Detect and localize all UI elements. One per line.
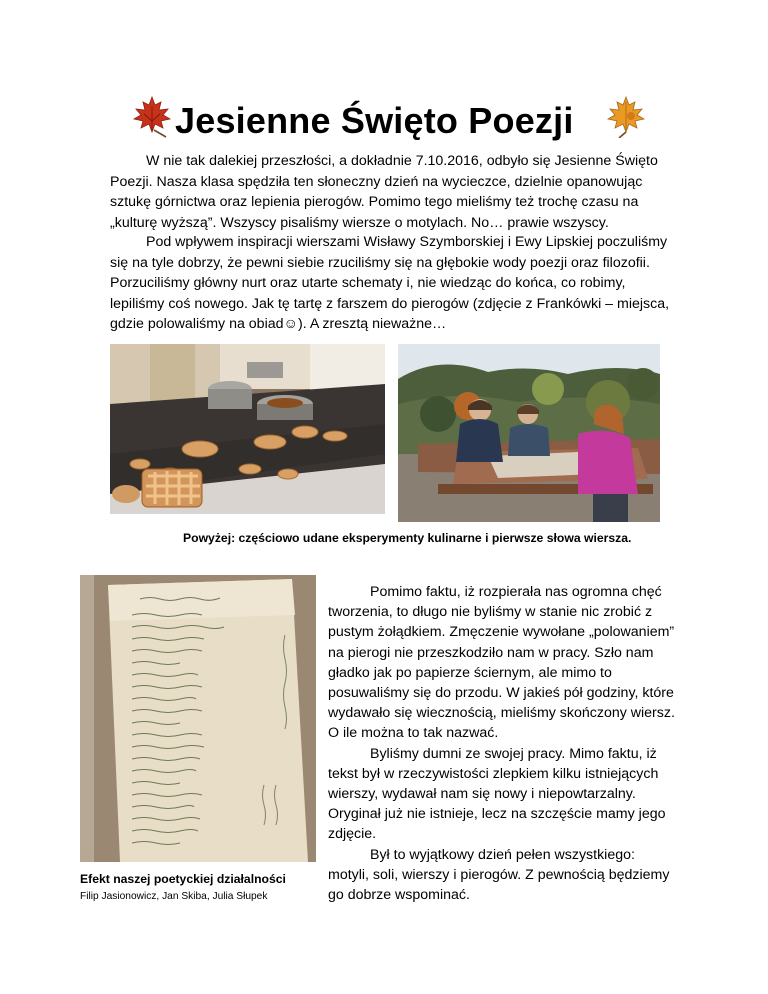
- maple-leaf-icon: [130, 94, 174, 138]
- authors: Filip Jasionowicz, Jan Skiba, Julia Słupek: [80, 891, 268, 902]
- photo-picnic: [398, 344, 660, 522]
- intro-text-1: W nie tak dalekiej przeszłości, a dokładnie 7.10.2016, odbyło się Jesienne Święto Poezji. Nasza klasa spędziła ten słoneczny dzień na wycieczce, dzielnie opanowując sztukę górnictwa oraz lepienia pierogów. Pomimo tego mieliśmy też trochę czasu na „kulturę wyższą”. Wszyscy pisaliśmy wiersze o motylach. No… prawie wszyscy.: [110, 153, 658, 231]
- story-text: [328, 582, 676, 905]
- story-paragraph-2: Byliśmy dumni ze swojej pracy. Mimo faktu, iż tekst był w rzeczywistości zlepkiem kilku istniejących wierszy, wydawał nam się nowy i niepowtarzalny. Oryginał już nie istnieje, lecz na szczęście mamy jego zdjęcie.: [328, 745, 666, 843]
- photo-cooking: [110, 344, 385, 514]
- story-paragraph-3: Był to wyjątkowy dzień pełen wszystkiego: motyli, soli, wierszy i pierogów. Z pewnością będziemy go dobrze wspominać.: [328, 846, 670, 904]
- photo-caption-top: Powyżej: częściowo udane eksperymenty kulinarne i pierwsze słowa wiersza.: [183, 531, 632, 545]
- page-title: Jesienne Święto Poezji: [175, 100, 574, 141]
- header: [0, 94, 768, 144]
- intro-text-2: Pod wpływem inspiracji wierszami Wisławy Szymborskiej i Ewy Lipskiej poczuliśmy się na tyle dobrzy, że pewni siebie rzuciliśmy się na głębokie wody poezji oraz filozofii. Porzuciliśmy główny nurt oraz utarte schematy i, nie wiedząc do końca, co robimy, lepiliśmy coś nowego. Jak tę tartę z farszem do pierogów (zdjęcie z Frankówki – miejsca, gdzie polowaliśmy na obiad☺). A zresztą nieważne…: [110, 234, 670, 333]
- photo-poem: [80, 575, 316, 862]
- intro-paragraph-1: [110, 151, 670, 233]
- photo-caption-bottom: Efekt naszej poetyckiej działalności: [80, 872, 286, 886]
- story-paragraph-1: Pomimo faktu, iż rozpierała nas ogromna chęć tworzenia, to długo nie byliśmy w stanie nic zrobić z pustym żołądkiem. Zmęczenie wywołane „polowaniem” na pierogi nie przeszkodziło nam w pracy. Szło nam gładko jak po papierze ściernym, ale mimo to posuwaliśmy się do przodu. W jakieś pół godziny, które wydawało się wiecznością, mieliśmy skończony wiersz. O ile można to tak nazwać.: [328, 584, 675, 742]
- maple-leaf-icon: [604, 94, 648, 138]
- intro-paragraph-2: [110, 232, 670, 335]
